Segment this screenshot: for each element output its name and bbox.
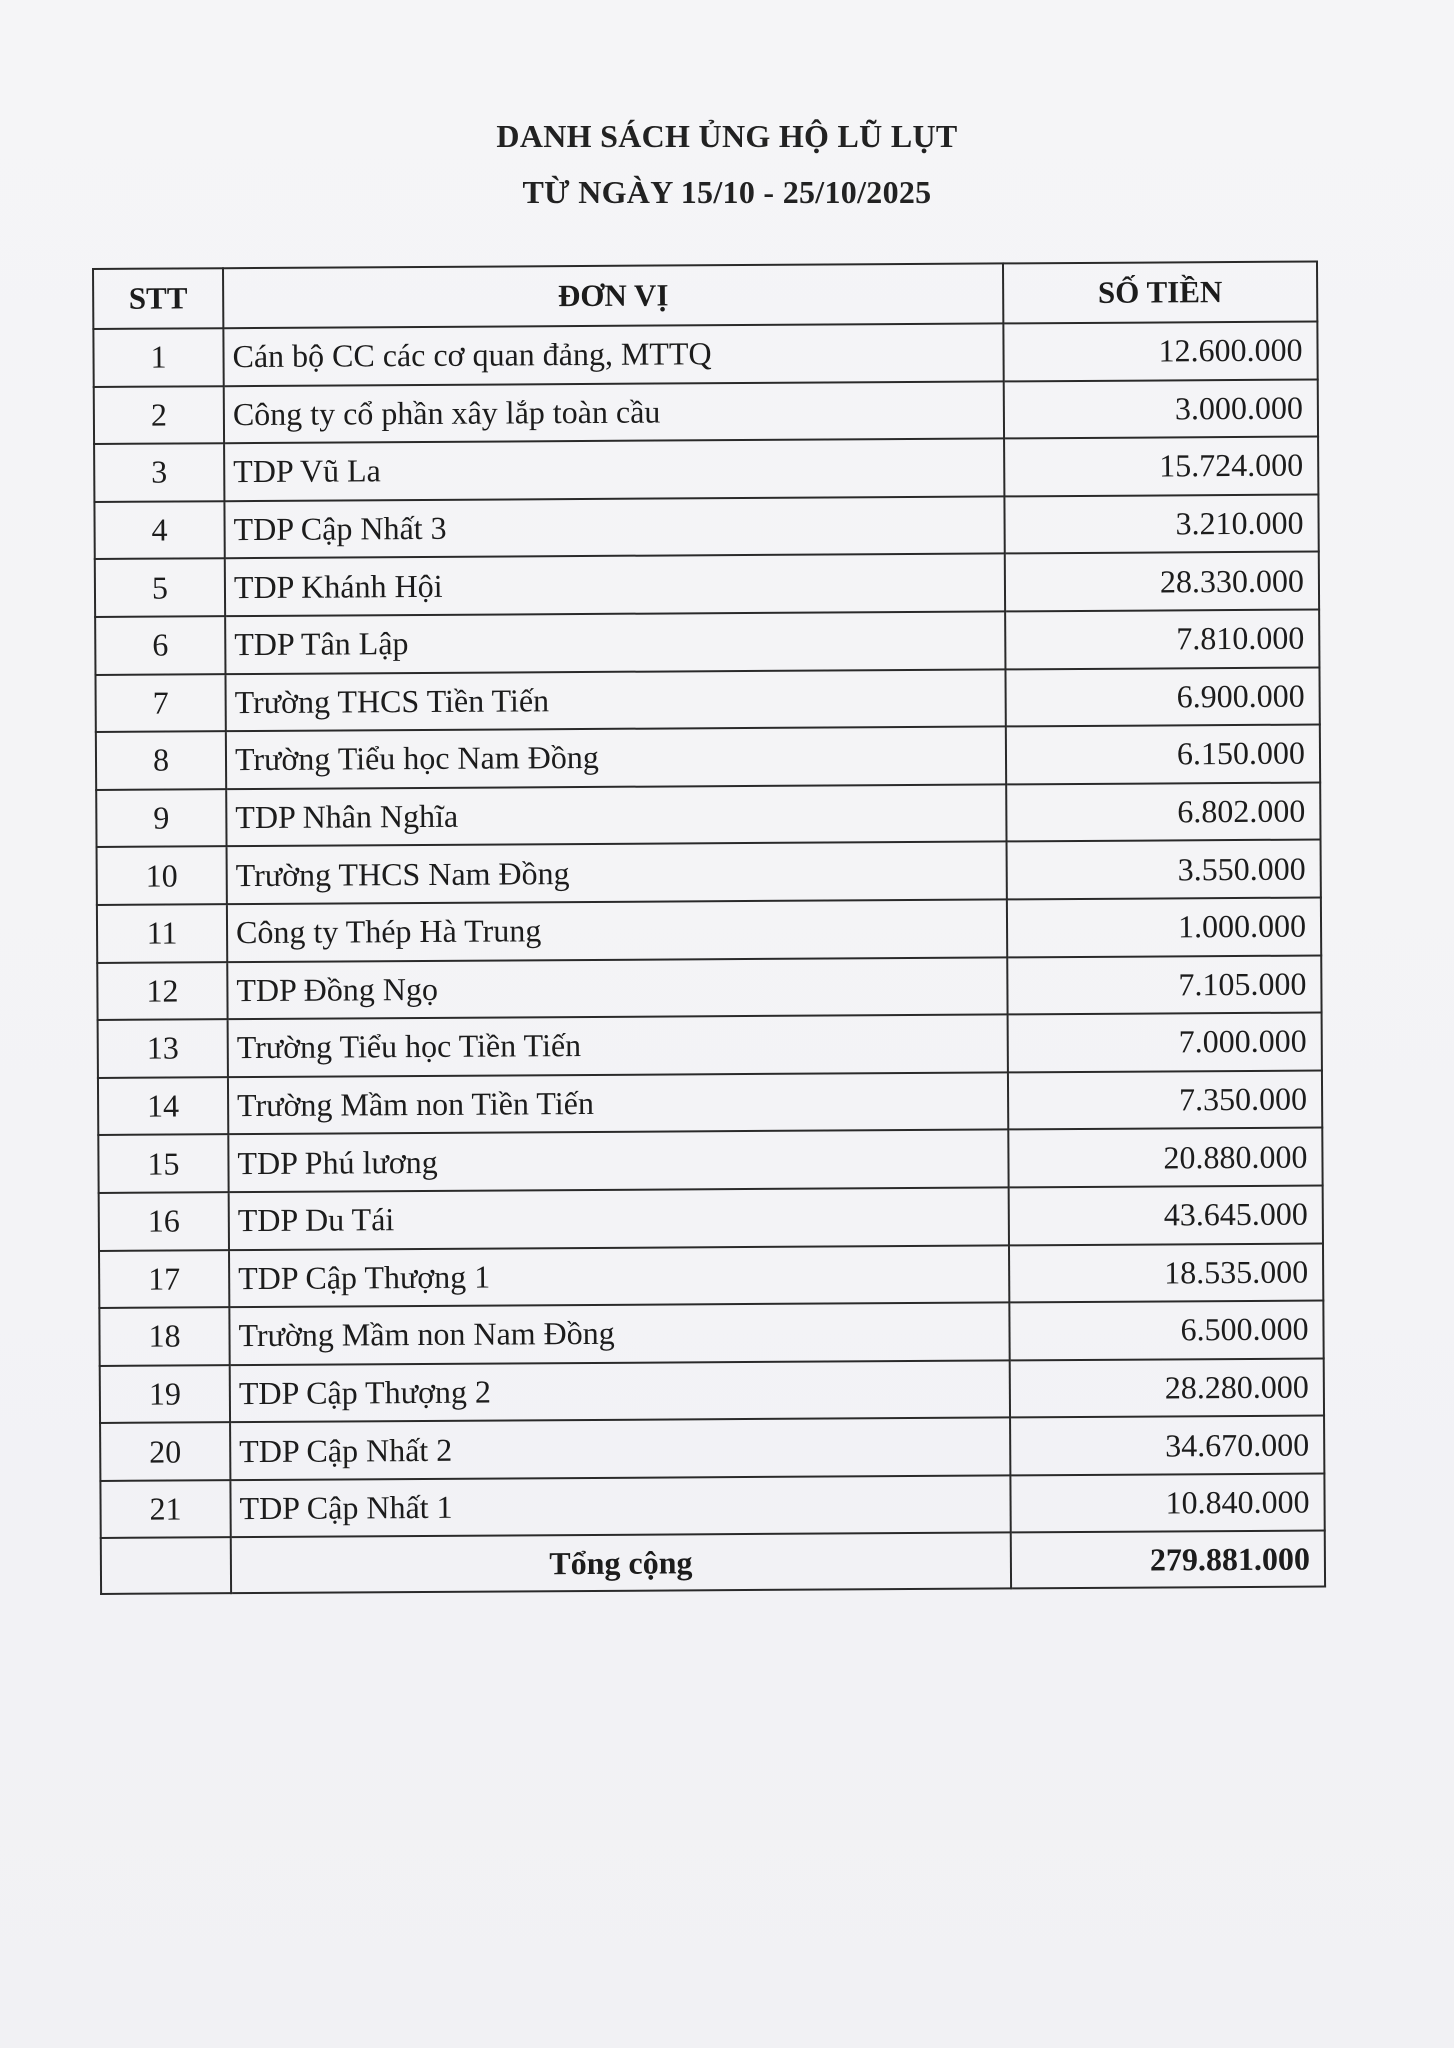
row-stt: 9 — [96, 789, 226, 847]
row-stt: 21 — [100, 1480, 230, 1538]
table-row — [97, 840, 1321, 905]
row-stt: 1 — [93, 328, 223, 386]
total-row — [101, 1531, 1325, 1594]
row-amount: 7.810.000 — [1005, 609, 1319, 669]
row-unit: TDP Vũ La — [224, 439, 1004, 501]
row-stt: 6 — [95, 616, 225, 674]
row-stt: 19 — [100, 1365, 230, 1423]
row-amount: 12.600.000 — [1003, 322, 1317, 382]
row-unit: TDP Phú lương — [228, 1130, 1008, 1192]
table-row — [99, 1185, 1323, 1250]
row-unit: Công ty Thép Hà Trung — [227, 899, 1007, 961]
header-amount: SỐ TIỀN — [1003, 262, 1317, 324]
table-row — [96, 782, 1320, 847]
table-row — [97, 955, 1321, 1020]
row-amount: 43.645.000 — [1009, 1185, 1323, 1245]
row-unit: TDP Đồng Ngọ — [227, 957, 1007, 1019]
table-row — [93, 322, 1317, 387]
row-stt: 15 — [98, 1134, 228, 1192]
row-amount: 15.724.000 — [1004, 437, 1318, 497]
row-amount: 34.670.000 — [1010, 1416, 1324, 1476]
row-amount: 6.900.000 — [1005, 667, 1319, 727]
row-unit: Công ty cổ phần xây lắp toàn cầu — [224, 381, 1004, 443]
header-stt: STT — [93, 268, 223, 329]
row-unit: Cán bộ CC các cơ quan đảng, MTTQ — [223, 323, 1003, 385]
row-stt: 3 — [94, 443, 224, 501]
row-stt: 13 — [98, 1019, 228, 1077]
table-body — [93, 322, 1324, 1539]
row-amount: 3.210.000 — [1004, 494, 1318, 554]
row-stt: 2 — [94, 386, 224, 444]
row-unit: Trường Tiểu học Tiền Tiến — [228, 1015, 1008, 1077]
row-unit: TDP Cập Nhất 3 — [224, 496, 1004, 558]
table-row — [94, 494, 1318, 559]
row-stt: 12 — [97, 962, 227, 1020]
row-amount: 7.000.000 — [1008, 1013, 1322, 1073]
table-row — [98, 1013, 1322, 1078]
row-amount: 28.280.000 — [1010, 1358, 1324, 1418]
table-row — [100, 1416, 1324, 1481]
table-row — [99, 1243, 1323, 1308]
table-row — [99, 1301, 1323, 1366]
row-unit: TDP Nhân Nghĩa — [226, 784, 1006, 846]
row-stt: 8 — [96, 731, 226, 789]
row-stt: 11 — [97, 904, 227, 962]
table-row — [98, 1128, 1322, 1193]
row-amount: 1.000.000 — [1007, 897, 1321, 957]
row-amount: 3.000.000 — [1004, 379, 1318, 439]
row-stt: 14 — [98, 1077, 228, 1135]
table-row — [94, 437, 1318, 502]
donation-table-container — [92, 261, 1324, 1596]
table-row — [97, 897, 1321, 962]
row-unit: Trường Mầm non Nam Đồng — [229, 1303, 1009, 1365]
row-unit: TDP Cập Thượng 2 — [230, 1360, 1010, 1422]
row-unit: Trường Mầm non Tiền Tiến — [228, 1072, 1008, 1134]
row-amount: 18.535.000 — [1009, 1243, 1323, 1303]
row-unit: Trường Tiểu học Nam Đồng — [226, 727, 1006, 789]
row-unit: TDP Khánh Hội — [225, 554, 1005, 616]
table-row — [100, 1358, 1324, 1423]
row-amount: 20.880.000 — [1008, 1128, 1322, 1188]
row-stt: 5 — [95, 559, 225, 617]
row-amount: 6.802.000 — [1006, 782, 1320, 842]
row-unit: TDP Tân Lập — [225, 611, 1005, 673]
row-amount: 6.150.000 — [1006, 725, 1320, 785]
row-unit: TDP Du Tái — [229, 1187, 1009, 1249]
table-row — [100, 1473, 1324, 1538]
table-row — [98, 1070, 1322, 1135]
table-row — [95, 667, 1319, 732]
document-title: DANH SÁCH ỦNG HỘ LŨ LỤT — [496, 118, 958, 154]
row-stt: 16 — [99, 1192, 229, 1250]
row-amount: 7.105.000 — [1007, 955, 1321, 1015]
row-amount: 3.550.000 — [1007, 840, 1321, 900]
row-unit: TDP Cập Nhất 2 — [230, 1418, 1010, 1480]
row-amount: 28.330.000 — [1005, 552, 1319, 612]
row-stt: 10 — [97, 847, 227, 905]
header-unit: ĐƠN VỊ — [223, 263, 1003, 328]
row-amount: 7.350.000 — [1008, 1070, 1322, 1130]
donation-table — [92, 261, 1326, 1596]
row-unit: Trường THCS Tiền Tiến — [225, 669, 1005, 731]
row-amount: 6.500.000 — [1009, 1301, 1323, 1361]
row-unit: Trường THCS Nam Đồng — [227, 842, 1007, 904]
total-label: Tổng cộng — [231, 1533, 1011, 1594]
row-stt: 17 — [99, 1250, 229, 1308]
table-row — [96, 725, 1320, 790]
row-stt: 7 — [95, 674, 225, 732]
table-row — [95, 609, 1319, 674]
row-stt: 18 — [99, 1307, 229, 1365]
row-amount: 10.840.000 — [1010, 1473, 1324, 1533]
document-subtitle-date-range: TỪ NGÀY 15/10 - 25/10/2025 — [522, 174, 932, 210]
row-stt: 4 — [94, 501, 224, 559]
row-unit: TDP Cập Thượng 1 — [229, 1245, 1009, 1307]
row-unit: TDP Cập Nhất 1 — [230, 1475, 1010, 1537]
row-stt: 20 — [100, 1422, 230, 1480]
total-amount: 279.881.000 — [1011, 1531, 1325, 1589]
table-row — [94, 379, 1318, 444]
table-row — [95, 552, 1319, 617]
table-header-row — [93, 262, 1317, 329]
total-stt-empty — [101, 1538, 231, 1595]
